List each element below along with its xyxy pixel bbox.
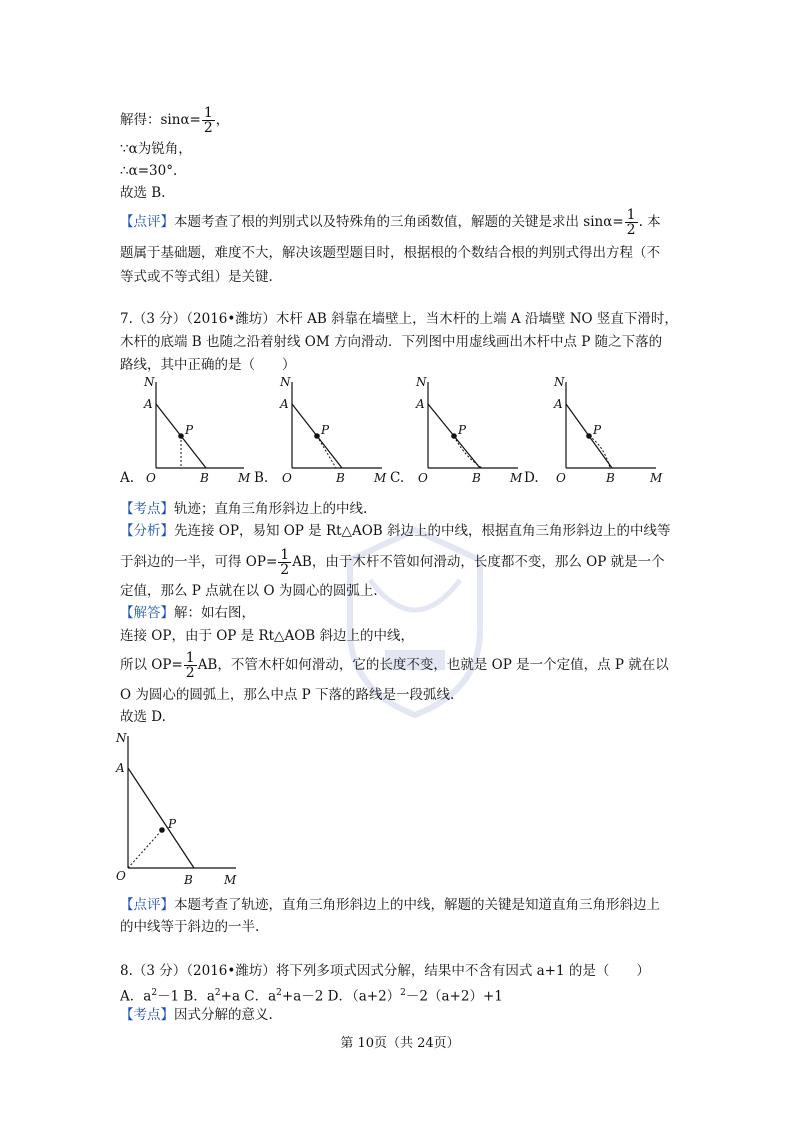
- q7-option-b-label: B.: [254, 470, 269, 486]
- fig-d-label-a: A: [554, 397, 563, 411]
- fig-a-label-n: N: [144, 375, 155, 389]
- q7-jieda-tag: 【解答】: [120, 605, 174, 621]
- q8-stem: 8.（3 分）（2016•潍坊）将下列多项式因式分解，结果中不含有因式 a+1 的是（ ）: [120, 963, 650, 979]
- q7-fenxi-line3: 定值，那么 P 点就在以 O 为圆心的圆弧上.: [120, 583, 378, 599]
- q7-fenxi-fraction: [278, 548, 291, 577]
- q8-sup-3: 2: [276, 988, 282, 998]
- q6-result: ∴α=30°.: [120, 163, 178, 179]
- q7-solution-figure: [112, 728, 252, 888]
- q7-fenxi-1: 先连接 OP，易知 OP 是 Rt△AOB 斜边上的中线，根据直角三角形斜边上的中线等: [174, 523, 671, 539]
- q6-frac-den: 2: [203, 120, 213, 136]
- solfig-label-p: P: [168, 817, 177, 831]
- q7-review-tag: 【点评】: [120, 897, 174, 913]
- fig-b-label-b: B: [336, 471, 345, 485]
- q7-stem-1: 7.（3 分）（2016•潍坊）木杆 AB 斜靠在墙壁上，当木杆的上端 A 沿墙壁 NO 竖直下滑时，: [120, 311, 678, 327]
- q7-fenxi-line2: [120, 548, 665, 577]
- fig-d-label-m: M: [650, 471, 663, 485]
- q6-review-b: . 本: [638, 214, 661, 230]
- q8-sup-2: 2: [214, 988, 221, 998]
- q7-kaodian-text: 轨迹；直角三角形斜边上的中线.: [174, 501, 368, 517]
- fig-d-label-b: B: [606, 471, 615, 485]
- fig-d-label-n: N: [554, 375, 565, 389]
- q7-fenxi-frac-num: 1: [280, 547, 290, 563]
- fig-c-label-o: O: [418, 471, 428, 485]
- q7-choice: 故选 D.: [120, 709, 166, 725]
- q7-jieda-fraction: [184, 651, 197, 680]
- fig-a-label-a: A: [144, 397, 153, 411]
- fig-b-label-n: N: [280, 375, 291, 389]
- solfig-label-b: B: [184, 873, 193, 887]
- fig-b-label-a: A: [280, 397, 289, 411]
- q7-jieda-frac-num: 1: [185, 650, 195, 666]
- q7-fenxi-2b: AB，由于木杆不管如何滑动，长度都不变，那么 OP 就是一个: [292, 554, 665, 570]
- q8-opt-b: －1 B．a: [157, 988, 215, 1005]
- q6-review-frac-num: 1: [626, 207, 636, 223]
- q8-opt-d-tail: －2（a+2）+1: [405, 988, 503, 1005]
- q7-option-c-label: C.: [390, 470, 405, 486]
- q8-opt-a: A．a: [120, 988, 152, 1005]
- q7-jieda-line3: [120, 651, 669, 680]
- q7-jieda-line4: O 为圆心的圆弧上，那么中点 P 下落的路线是一段弧线.: [120, 687, 455, 703]
- q7-figure-d: [553, 375, 663, 485]
- q6-review-tag: 【点评】: [120, 214, 174, 230]
- fig-a-label-p: P: [185, 423, 194, 437]
- q8-options: [120, 984, 503, 1006]
- q7-jieda-1: 解：如右图，: [174, 605, 255, 621]
- q7-stem-2: 木杆的底端 B 也随之沿着射线 OM 方向滑动．下列图中用虚线画出木杆中点 P 随之下落的: [120, 334, 663, 350]
- q8-kaodian-line: [120, 1006, 273, 1024]
- fig-d-label-p: P: [593, 423, 602, 437]
- q6-review-line1: [120, 208, 661, 237]
- q6-solve-suffix: ，: [215, 112, 230, 128]
- q7-jieda-line1: [120, 604, 255, 622]
- q7-review-line1: [120, 896, 660, 914]
- fig-b-label-p: P: [321, 423, 330, 437]
- fig-c-label-p: P: [458, 423, 467, 437]
- q8-sup-1: 2: [151, 988, 158, 998]
- solfig-label-a: A: [116, 761, 125, 775]
- fig-c-label-n: N: [416, 375, 427, 389]
- q7-jieda-3b: AB，不管木杆如何滑动，它的长度不变，也就是 OP 是一个定值，点 P 就在以: [197, 657, 669, 673]
- q8-sup-4: 2: [400, 988, 406, 998]
- fig-d-label-o: O: [556, 471, 566, 485]
- q7-jieda-3a: 所以 OP=: [120, 657, 183, 673]
- q7-figure-c: [415, 375, 523, 485]
- solfig-label-m: M: [224, 873, 237, 887]
- q8-kaodian-tag: 【考点】: [120, 1007, 174, 1023]
- fig-a-label-m: M: [238, 471, 251, 485]
- q7-review-1: 本题考查了轨迹，直角三角形斜边上的中线，解题的关键是知道直角三角形斜边上: [174, 897, 660, 913]
- q7-option-a-label: A.: [120, 470, 135, 486]
- q7-stem-3: 路线，其中正确的是（ ）: [120, 357, 296, 373]
- q8-opt-c: +a C．a: [220, 988, 277, 1005]
- solfig-label-o: O: [116, 869, 126, 883]
- q7-fenxi-frac-den: 2: [280, 562, 290, 578]
- q6-solve-line: [120, 106, 229, 135]
- q6-frac-num: 1: [203, 105, 213, 121]
- q8-kaodian-text: 因式分解的意义.: [174, 1007, 273, 1023]
- fig-a-label-b: B: [200, 471, 209, 485]
- q6-review-line2: 题属于基础题，难度不大，解决该题型题目时，根据根的个数结合根的判别式得出方程（不: [120, 245, 660, 261]
- q6-choice: 故选 B.: [120, 185, 166, 201]
- q7-jieda-frac-den: 2: [185, 665, 195, 681]
- q8-opt-d: +a－2 D．（a+2）: [281, 988, 401, 1005]
- q6-review-fraction: [625, 208, 638, 237]
- fig-b-label-o: O: [282, 471, 292, 485]
- q7-jieda-line2: 连接 OP，由于 OP 是 Rt△AOB 斜边上的中线，: [120, 628, 414, 644]
- q7-kaodian-tag: 【考点】: [120, 501, 174, 517]
- q6-review-a: 本题考查了根的判别式以及特殊角的三角函数值，解题的关键是求出 sinα=: [174, 214, 624, 230]
- fig-c-label-b: B: [472, 471, 481, 485]
- q6-review-frac-den: 2: [626, 222, 636, 238]
- q7-figure-a: [143, 375, 251, 485]
- q7-review-line2: 的中线等于斜边的一半.: [120, 919, 260, 935]
- q7-fenxi-line1: [120, 522, 670, 540]
- q6-fraction: [202, 106, 215, 135]
- q7-option-d-label: D.: [524, 470, 539, 486]
- fig-b-label-m: M: [374, 471, 387, 485]
- fig-c-label-a: A: [416, 397, 425, 411]
- q6-review-line3: 等式或不等式组）是关键.: [120, 269, 273, 285]
- solfig-label-n: N: [116, 731, 127, 745]
- q7-kaodian-line: [120, 500, 367, 518]
- fig-a-label-o: O: [146, 471, 156, 485]
- page-footer: 第 10页（共 24页）: [340, 1036, 460, 1051]
- q7-fenxi-tag: 【分析】: [120, 523, 174, 539]
- q6-solve-text: 解得：sinα=: [120, 112, 201, 128]
- q7-figure-b: [279, 375, 387, 485]
- q6-acute: ∵α为锐角，: [120, 141, 192, 157]
- fig-c-label-m: M: [510, 471, 523, 485]
- q7-fenxi-2a: 于斜边的一半，可得 OP=: [120, 554, 278, 570]
